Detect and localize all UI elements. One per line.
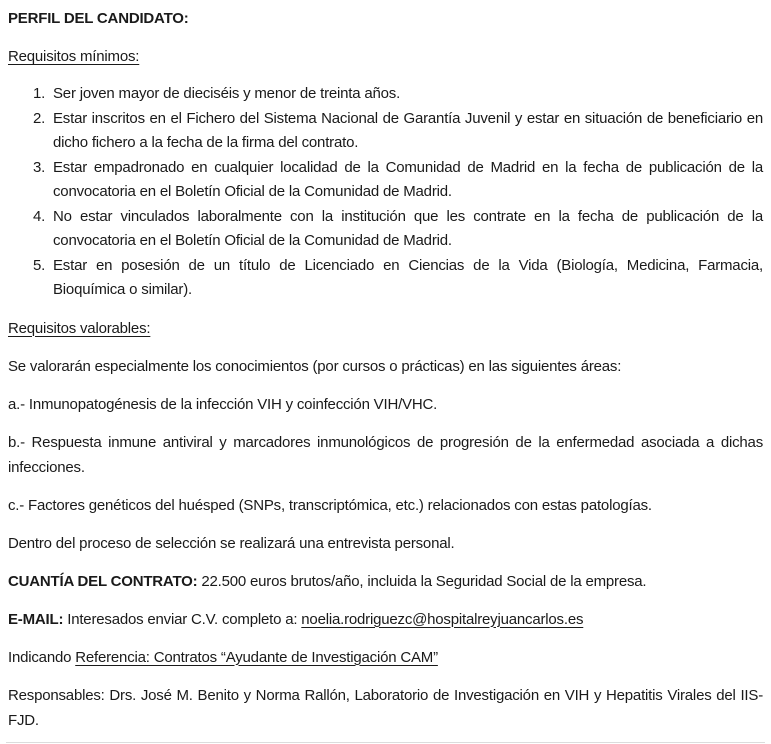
reference-underlined-text: Referencia: Contratos “Ayudante de Investigación CAM” xyxy=(75,648,438,666)
interview-note: Dentro del proceso de selección se realizará una entrevista personal. xyxy=(8,534,455,552)
email-address-link[interactable]: noelia.rodriguezc@hospitalreyjuancarlos.es xyxy=(301,610,584,628)
list-item xyxy=(8,156,763,205)
list-item xyxy=(8,82,763,107)
list-item xyxy=(8,107,763,156)
contract-amount-label: CUANTÍA DEL CONTRATO: xyxy=(8,572,198,590)
list-item-text: Estar empadronado en cualquier localidad de la Comunidad de Madrid en la fecha de publicación de la convocatoria en el Boletín Oficial de la Comunidad de Madrid. xyxy=(53,158,763,200)
list-item-number: 2. xyxy=(33,109,46,127)
list-item-number: 5. xyxy=(33,256,46,274)
section-heading-requisitos-valorables xyxy=(8,316,763,341)
list-item-text: Estar inscritos en el Fichero del Sistema Nacional de Garantía Juvenil y estar en situación de beneficiario en dicho fichero a la fecha de la firma del contrato. xyxy=(53,109,763,151)
list-item-number: 4. xyxy=(33,207,46,225)
area-item-b: b.- Respuesta inmune antiviral y marcadores inmunológicos de progresión de la enfermedad asociada a dichas infecciones. xyxy=(8,433,763,476)
list-item xyxy=(8,205,763,254)
list-item-number: 3. xyxy=(33,158,46,176)
requisitos-minimos-list xyxy=(8,82,763,303)
list-item-text: Ser joven mayor de dieciséis y menor de treinta años. xyxy=(53,85,401,102)
email-instruction-text: Interesados enviar C.V. completo a: xyxy=(63,610,302,628)
contract-amount-text: 22.500 euros brutos/año, incluida la Seguridad Social de la empresa. xyxy=(197,572,647,590)
valorables-intro: Se valorarán especialmente los conocimientos (por cursos o prácticas) en las siguientes áreas: xyxy=(8,357,622,375)
reference-prefix: Indicando xyxy=(8,648,76,666)
section-heading-requisitos-minimos xyxy=(8,44,763,69)
list-item-text: No estar vinculados laboralmente con la institución que les contrate en la fecha de publicación de la convocatoria en el Boletín Oficial de la Comunidad de Madrid. xyxy=(53,207,763,249)
responsables-line: Responsables: Drs. José M. Benito y Norma Rallón, Laboratorio de Investigación en VIH y Hepatitis Virales del IIS-FJD. xyxy=(8,686,763,729)
list-item-text: Estar en posesión de un título de Licenciado en Ciencias de la Vida (Biología, Medicina, Farmacia, Bioquímica o similar). xyxy=(53,256,763,298)
list-item xyxy=(8,254,763,303)
list-item-number: 1. xyxy=(33,85,46,102)
page-title: PERFIL DEL CANDIDATO: xyxy=(8,10,189,27)
area-item-a: a.- Inmunopatogénesis de la infección VIH y coinfección VIH/VHC. xyxy=(8,395,438,413)
area-item-c: c.- Factores genéticos del huésped (SNPs, transcriptómica, etc.) relacionados con estas patologías. xyxy=(8,496,652,514)
page-bottom-rule xyxy=(6,742,765,743)
contract-amount-line xyxy=(8,569,763,594)
requisitos-minimos-heading-text: Requisitos mínimos: xyxy=(8,48,140,65)
email-label: E-MAIL: xyxy=(8,610,64,628)
reference-line xyxy=(8,645,763,670)
email-line xyxy=(8,607,763,632)
requisitos-valorables-heading-text: Requisitos valorables: xyxy=(8,319,151,337)
